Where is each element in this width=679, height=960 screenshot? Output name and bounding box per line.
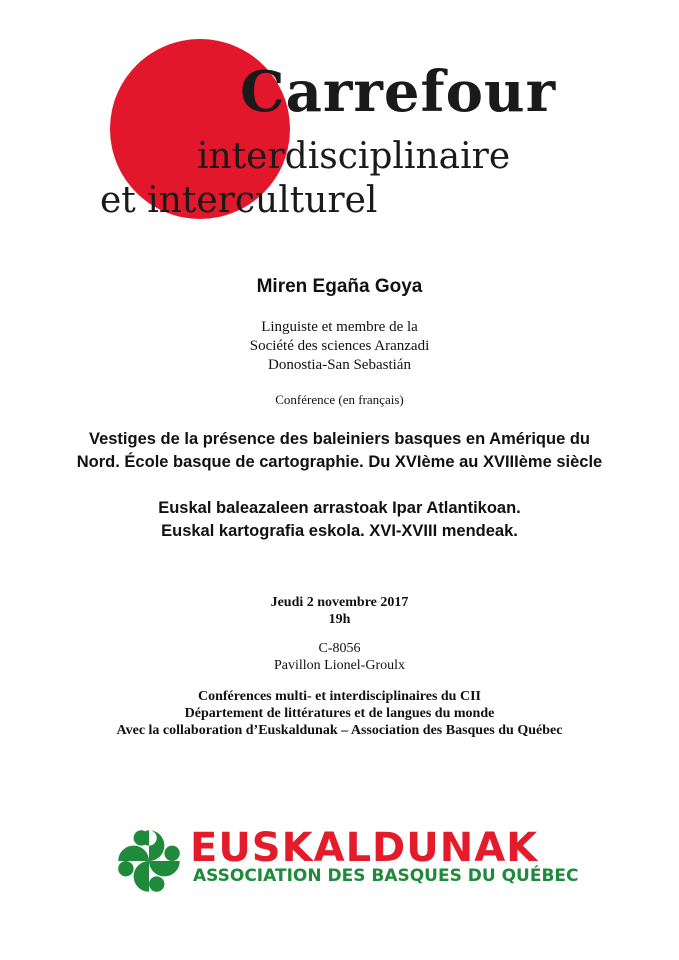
title-french xyxy=(0,428,679,474)
conference-type: Conférence (en français) xyxy=(275,392,404,407)
title-french-line: Nord. École basque de cartographie. Du XVIème au XVIIIème siècle xyxy=(76,453,603,471)
credit-line: Conférences multi- et interdisciplinaires du CII xyxy=(198,689,481,704)
sponsor-name: EUSKALDUNAK xyxy=(190,825,539,871)
title-french-line: Vestiges de la présence des baleiniers basques en Amérique du xyxy=(88,430,590,448)
credit-line: Avec la collaboration d’Euskaldunak – Association des Basques du Québec xyxy=(116,723,563,738)
event-room: C-8056 xyxy=(318,641,361,656)
logo-title: Carrefour xyxy=(240,59,557,125)
logo-subtitle-line1: interdisciplinaire xyxy=(197,136,511,177)
affiliation-line: Linguiste et membre de la xyxy=(261,319,418,335)
title-basque-line: Euskal kartografia eskola. XVI-XVIII mendeak. xyxy=(161,522,518,540)
title-basque xyxy=(0,497,679,543)
affiliation-line: Donostia-San Sebastián xyxy=(268,357,411,373)
affiliation-line: Société des sciences Aranzadi xyxy=(249,338,430,354)
credit-line: Département de littératures et de langues du monde xyxy=(184,706,495,721)
lauburu-icon xyxy=(114,826,184,896)
event-datetime xyxy=(0,594,679,628)
credits xyxy=(0,688,679,739)
event-location xyxy=(0,640,679,674)
speaker-affiliation xyxy=(0,318,679,375)
speaker-name: Miren Egaña Goya xyxy=(256,276,423,297)
logo-subtitle-line2: et interculturel xyxy=(100,180,378,221)
sponsor-tagline: ASSOCIATION DES BASQUES DU QUÉBEC xyxy=(193,866,579,886)
event-time: 19h xyxy=(328,612,351,627)
event-date: Jeudi 2 novembre 2017 xyxy=(270,595,409,610)
title-basque-line: Euskal baleazaleen arrastoak Ipar Atlantikoan. xyxy=(158,499,521,517)
event-building: Pavillon Lionel-Groulx xyxy=(273,658,406,673)
